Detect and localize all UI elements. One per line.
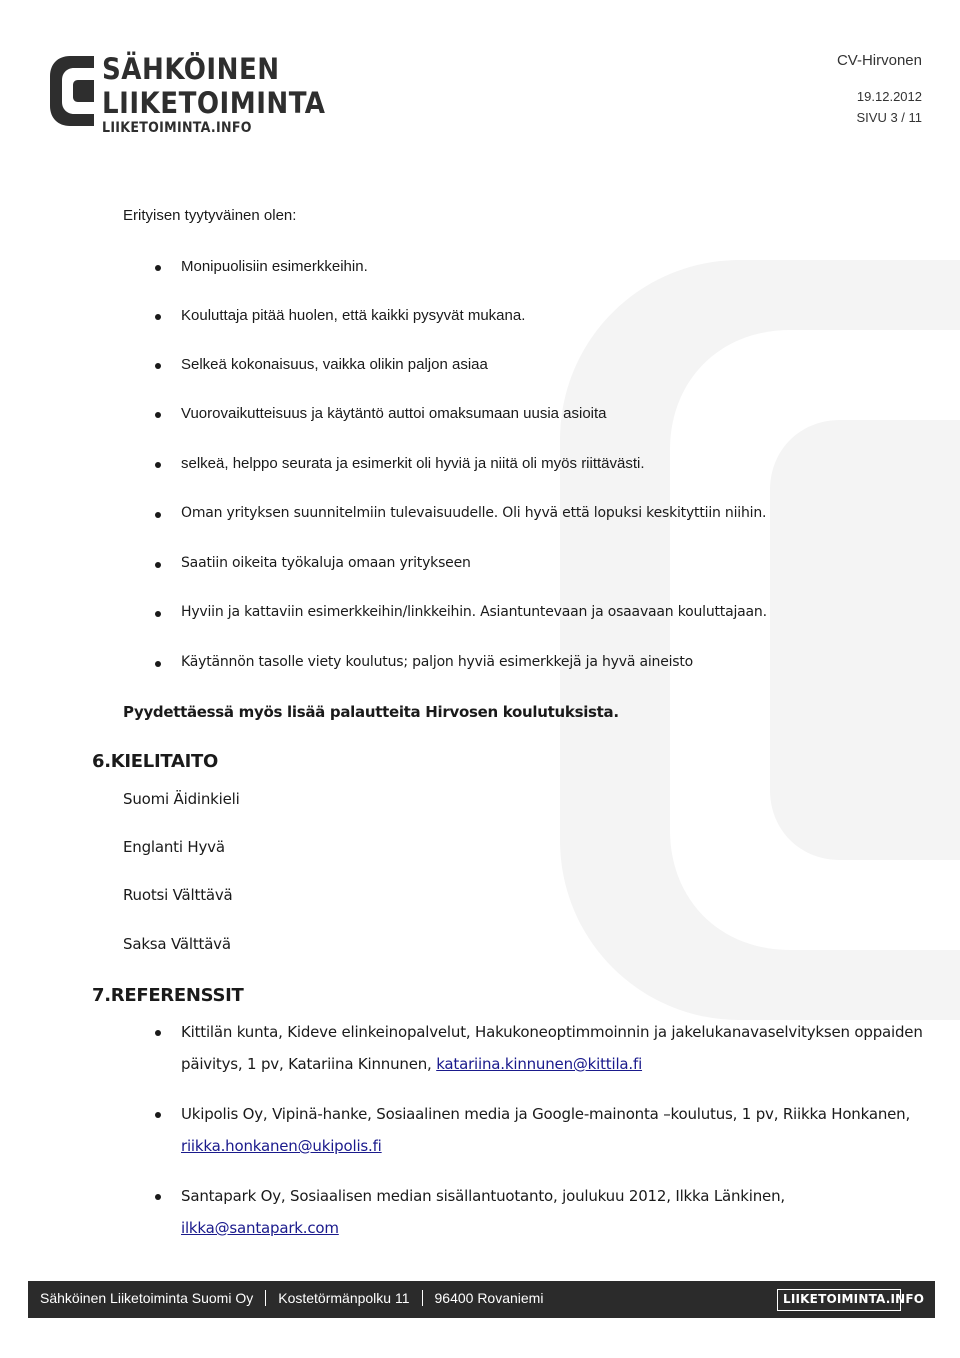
language-item: Suomi Äidinkieli [123, 790, 240, 808]
bullet-icon [155, 363, 161, 369]
logo-line-1: SÄHKÖINEN [102, 52, 280, 86]
footer-company: Sähköinen Liiketoiminta Suomi Oy [40, 1290, 254, 1306]
email-link[interactable]: katariina.kinnunen@kittila.fi [436, 1055, 643, 1073]
language-item: Ruotsi Välttävä [123, 886, 233, 904]
document-date: 19.12.2012 [856, 89, 922, 104]
bullet-icon [155, 314, 161, 320]
footer-logo: LIIKETOIMINTA.INFO [777, 1289, 901, 1311]
section-heading-languages: 6.KIELITAITO [92, 751, 218, 772]
bullet-icon [155, 412, 161, 418]
page-footer [28, 1281, 935, 1318]
intro-text: Erityisen tyytyväinen olen: [123, 207, 297, 224]
bullet-icon [155, 1194, 161, 1200]
logo-line-2: LIIKETOIMINTA [102, 86, 326, 120]
document-title: CV-Hirvonen [836, 52, 922, 69]
bullet-icon [155, 462, 161, 468]
language-item: Saksa Välttävä [123, 935, 231, 953]
footer-street: Kostetörmänpolku 11 [278, 1290, 410, 1306]
email-link[interactable]: ilkka@santapark.com [181, 1219, 339, 1237]
feedback-note: Pyydettäessä myös lisää palautteita Hirvosen koulutuksista. [123, 703, 619, 721]
bullet-icon [155, 1030, 161, 1036]
language-item: Englanti Hyvä [123, 838, 225, 856]
page-number: SIVU 3 / 11 [856, 110, 922, 125]
company-logo [50, 52, 330, 140]
logo-mark-icon [50, 56, 94, 126]
footer-city: 96400 Rovaniemi [434, 1290, 544, 1306]
footer-divider [265, 1290, 266, 1306]
section-heading-references: 7.REFERENSSIT [92, 985, 244, 1006]
logo-line-3: LIIKETOIMINTA.INFO [102, 120, 252, 136]
bullet-icon [155, 512, 161, 518]
bullet-icon [155, 562, 161, 568]
bullet-icon [155, 265, 161, 271]
bullet-icon [155, 1112, 161, 1118]
email-link[interactable]: riikka.honkanen@ukipolis.fi [181, 1137, 382, 1155]
watermark-logo [560, 260, 960, 1020]
bullet-icon [155, 661, 161, 667]
bullet-icon [155, 611, 161, 617]
footer-divider [422, 1290, 423, 1306]
